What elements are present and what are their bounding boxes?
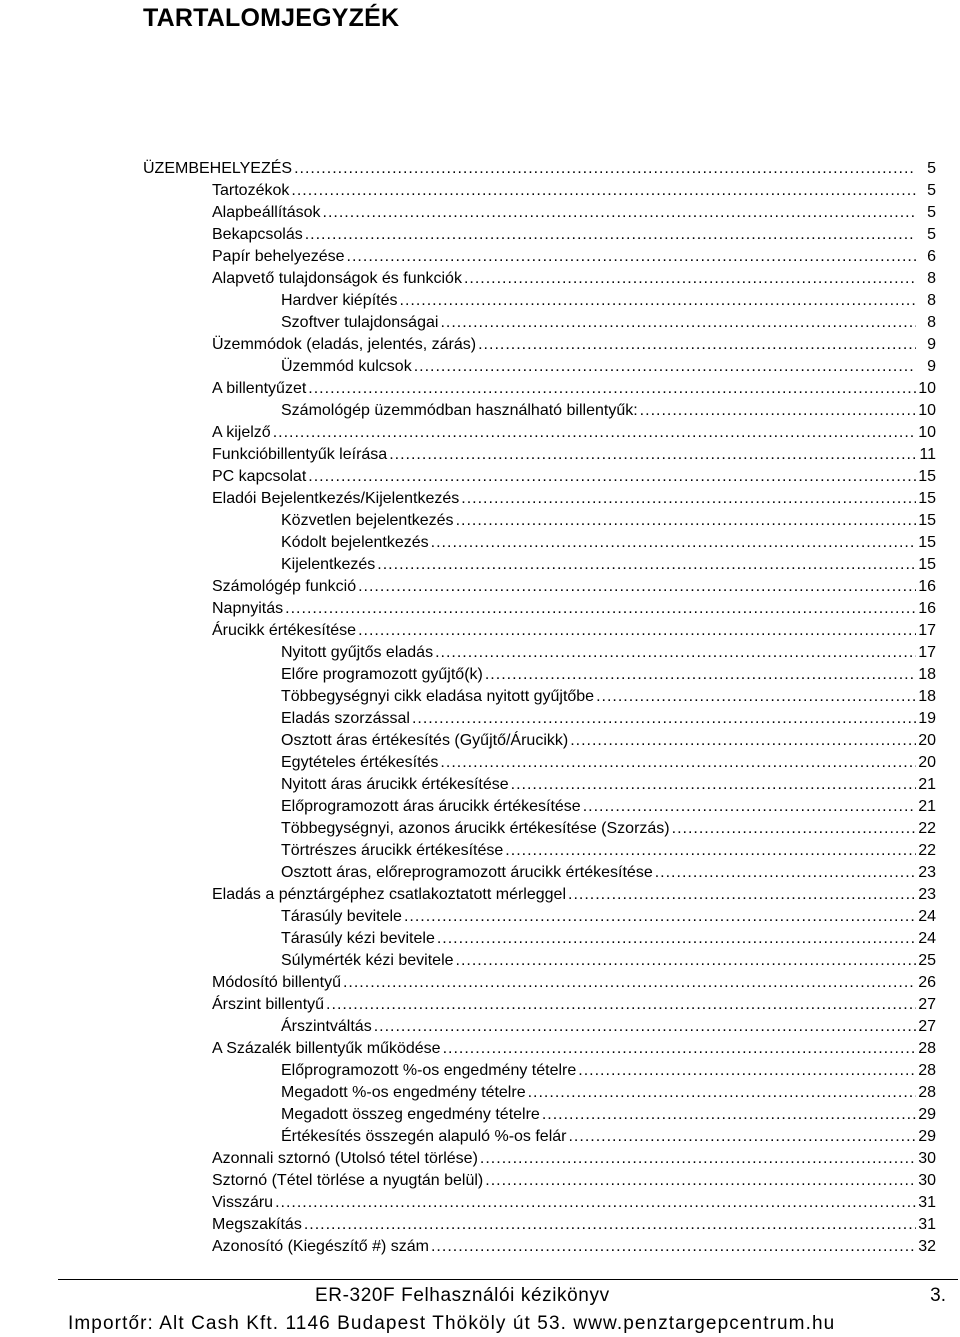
toc-entry-page: 21 [918, 798, 936, 815]
toc-entry[interactable] [281, 510, 936, 532]
toc-dot-leader [291, 180, 916, 202]
toc-entry[interactable] [212, 1170, 936, 1192]
toc-entry-page: 20 [918, 732, 936, 749]
toc-dot-leader [578, 1060, 916, 1082]
toc-entry[interactable] [281, 532, 936, 554]
toc-dot-leader [358, 620, 916, 642]
toc-entry[interactable] [212, 1214, 936, 1236]
toc-entry-title: Közvetlen bejelentkezés [281, 512, 454, 529]
toc-dot-leader [505, 840, 916, 862]
toc-entry-page: 20 [918, 754, 936, 771]
toc-dot-leader [464, 268, 916, 290]
toc-entry-page: 23 [918, 864, 936, 881]
toc-entry-title: Eladás a pénztárgéphez csatlakoztatott mérleggel [212, 886, 566, 903]
toc-dot-leader [440, 312, 916, 334]
toc-dot-leader [326, 994, 916, 1016]
toc-entry-title: A Százalék billentyűk működése [212, 1040, 441, 1057]
toc-dot-leader [400, 290, 917, 312]
toc-entry-page: 6 [927, 248, 936, 265]
toc-entry-page: 28 [918, 1062, 936, 1079]
toc-entry-title: Előprogramozott áras árucikk értékesítése [281, 798, 581, 815]
toc-dot-leader [389, 444, 916, 466]
toc-entry-page: 29 [918, 1128, 936, 1145]
toc-dot-leader [308, 466, 916, 488]
toc-entry[interactable] [281, 928, 936, 950]
toc-entry-title: Többegységnyi cikk eladása nyitott gyűjtőbe [281, 688, 595, 705]
toc-entry-title: Megadott %-os engedmény tételre [281, 1084, 526, 1101]
toc-dot-leader [374, 1016, 916, 1038]
toc-entry[interactable] [281, 312, 936, 334]
toc-dot-leader [542, 1104, 916, 1126]
toc-entry[interactable] [212, 488, 936, 510]
toc-entry[interactable] [212, 1038, 936, 1060]
toc-entry-title: Súlymérték kézi bevitele [281, 952, 454, 969]
toc-entry-page: 16 [918, 600, 936, 617]
toc-dot-leader [583, 796, 916, 818]
toc-dot-leader [485, 664, 916, 686]
toc-entry-title: Árszintváltás [281, 1018, 372, 1035]
toc-dot-leader [528, 1082, 916, 1104]
toc-entry-title: Tárasúly kézi bevitele [281, 930, 435, 947]
toc-entry[interactable] [281, 686, 936, 708]
toc-entry-page: 16 [918, 578, 936, 595]
toc-entry-title: Sztornó (Tétel törlése a nyugtán belül) [212, 1172, 484, 1189]
toc-entry-page: 8 [927, 292, 936, 309]
toc-entry-page: 27 [918, 1018, 936, 1035]
toc-entry-page: 5 [927, 226, 936, 243]
toc-entry[interactable] [212, 202, 936, 224]
toc-entry-page: 24 [918, 908, 936, 925]
toc-entry-page: 8 [927, 314, 936, 331]
toc-entry-page: 10 [918, 380, 936, 397]
toc-entry-title: Megadott összeg engedmény tételre [281, 1106, 540, 1123]
toc-dot-leader [273, 422, 916, 444]
toc-entry-title: Értékesítés összegén alapuló %-os felár [281, 1128, 567, 1145]
toc-dot-leader [672, 818, 916, 840]
toc-entry-page: 21 [918, 776, 936, 793]
toc-entry-title: Nyitott áras árucikk értékesítése [281, 776, 509, 793]
toc-entry-title: Alapvető tulajdonságok és funkciók [212, 270, 462, 287]
toc-entry-page: 24 [918, 930, 936, 947]
toc-dot-leader [435, 642, 916, 664]
toc-entry-page: 22 [918, 842, 936, 859]
toc-entry-title: Azonosító (Kiegészítő #) szám [212, 1238, 429, 1255]
toc-entry-page: 9 [927, 336, 936, 353]
toc-entry-title: Módosító billentyű [212, 974, 341, 991]
toc-entry-page: 31 [918, 1194, 936, 1211]
toc-entry[interactable] [212, 224, 936, 246]
toc-entry[interactable] [281, 290, 936, 312]
toc-dot-leader [343, 972, 916, 994]
toc-entry-title: Bekapcsolás [212, 226, 303, 243]
toc-entry[interactable] [281, 1060, 936, 1082]
toc-entry-title: Megszakítás [212, 1216, 302, 1233]
toc-entry-page: 8 [927, 270, 936, 287]
toc-entry[interactable] [212, 180, 936, 202]
toc-entry-title: Előre programozott gyűjtő(k) [281, 666, 483, 683]
toc-dot-leader [437, 928, 916, 950]
toc-entry[interactable] [212, 334, 936, 356]
toc-entry-page: 15 [918, 556, 936, 573]
toc-entry-title: Osztott áras értékesítés (Gyűjtő/Árucikk) [281, 732, 569, 749]
toc-dot-leader [294, 158, 916, 180]
toc-entry[interactable] [281, 840, 936, 862]
toc-entry-page: 28 [918, 1040, 936, 1057]
toc-dot-leader [480, 1148, 916, 1170]
toc-entry-title: Többegységnyi, azonos árucikk értékesítése (Szorzás) [281, 820, 670, 837]
toc-entry[interactable] [212, 268, 936, 290]
toc-entry-title: Nyitott gyűjtős eladás [281, 644, 434, 661]
toc-dot-leader [305, 224, 916, 246]
toc-entry-title: Napnyitás [212, 600, 284, 617]
toc-entry-title: Egytételes értékesítés [281, 754, 439, 771]
toc-dot-leader [404, 906, 916, 928]
toc-entry-page: 30 [918, 1150, 936, 1167]
toc-entry[interactable] [281, 356, 936, 378]
toc-entry-page: 5 [927, 160, 936, 177]
toc-entry[interactable] [281, 1016, 936, 1038]
toc-entry-page: 18 [918, 688, 936, 705]
toc-entry-title: Üzemmód kulcsok [281, 358, 412, 375]
toc-entry[interactable] [281, 708, 936, 730]
toc-entry-title: Árszint billentyű [212, 996, 325, 1013]
toc-dot-leader [347, 246, 916, 268]
toc-entry-page: 26 [918, 974, 936, 991]
toc-entry[interactable] [212, 444, 936, 466]
toc-dot-leader [323, 202, 916, 224]
toc-dot-leader [358, 576, 916, 598]
toc-entry-page: 9 [927, 358, 936, 375]
toc-entry-page: 10 [918, 402, 936, 419]
toc-entry-title: Előprogramozott %-os engedmény tételre [281, 1062, 577, 1079]
toc-entry[interactable] [281, 818, 936, 840]
toc-entry-title: Tárasúly bevitele [281, 908, 402, 925]
toc-entry-title: Funkcióbillentyűk leírása [212, 446, 388, 463]
toc-entry-page: 18 [918, 666, 936, 683]
toc-dot-leader [431, 1236, 916, 1258]
toc-entry-title: A kijelző [212, 424, 271, 441]
toc-entry[interactable] [212, 994, 936, 1016]
toc-dot-leader [485, 1170, 916, 1192]
toc-entry-title: Kijelentkezés [281, 556, 376, 573]
toc-entry-title: A billentyűzet [212, 380, 307, 397]
toc-dot-leader [456, 950, 916, 972]
toc-entry-page: 32 [918, 1238, 936, 1255]
toc-entry-page: 17 [918, 644, 936, 661]
toc-entry-page: 11 [919, 446, 936, 463]
toc-dot-leader [414, 356, 916, 378]
toc-entry[interactable] [281, 554, 936, 576]
toc-dot-leader [461, 488, 916, 510]
toc-entry[interactable] [212, 378, 936, 400]
toc-entry[interactable] [212, 1192, 936, 1214]
toc-entry-title: Eladói Bejelentkezés/Kijelentkezés [212, 490, 460, 507]
footer-page-number: 3. [930, 1285, 946, 1306]
toc-entry-page: 15 [918, 512, 936, 529]
toc-entry-title: Papír behelyezése [212, 248, 345, 265]
toc-entry[interactable] [281, 752, 936, 774]
toc-entry[interactable] [281, 1104, 936, 1126]
toc-entry-title: Szoftver tulajdonságai [281, 314, 439, 331]
footer-divider [58, 1279, 958, 1280]
toc-dot-leader [377, 554, 916, 576]
toc-entry[interactable] [212, 422, 936, 444]
toc-dot-leader [568, 1126, 916, 1148]
toc-dot-leader [596, 686, 916, 708]
toc-entry[interactable] [143, 158, 936, 180]
toc-dot-leader [412, 708, 916, 730]
toc-entry-page: 28 [918, 1084, 936, 1101]
toc-entry[interactable] [281, 1126, 936, 1148]
toc-entry-page: 19 [918, 710, 936, 727]
toc-entry-page: 30 [918, 1172, 936, 1189]
toc-entry[interactable] [281, 862, 936, 884]
toc-entry[interactable] [281, 950, 936, 972]
toc-entry[interactable] [212, 972, 936, 994]
toc-entry[interactable] [281, 796, 936, 818]
toc-entry[interactable] [281, 400, 936, 422]
toc-entry-title: Kódolt bejelentkezés [281, 534, 429, 551]
footer-importer: Importőr: Alt Cash Kft. 1146 Budapest Thököly út 53. www.penztargepcentrum.hu [68, 1313, 836, 1334]
toc-entry-title: Eladás szorzással [281, 710, 410, 727]
toc-dot-leader [443, 1038, 916, 1060]
toc-entry-page: 25 [918, 952, 936, 969]
footer-manual-title: ER-320F Felhasználói kézikönyv [315, 1285, 610, 1306]
toc-entry[interactable] [212, 598, 936, 620]
toc-entry-title: Számológép üzemmódban használható billentyűk: [281, 402, 638, 419]
toc-entry[interactable] [212, 1236, 936, 1258]
toc-entry[interactable] [281, 730, 936, 752]
toc-entry-page: 27 [918, 996, 936, 1013]
toc-entry[interactable] [281, 774, 936, 796]
toc-entry[interactable] [281, 906, 936, 928]
toc-entry-title: Hardver kiépítés [281, 292, 398, 309]
toc-entry[interactable] [212, 246, 936, 268]
toc-entry-page: 10 [918, 424, 936, 441]
toc-dot-leader [431, 532, 916, 554]
toc-entry-page: 15 [918, 490, 936, 507]
toc-dot-leader [511, 774, 916, 796]
toc-dot-leader [640, 400, 916, 422]
toc-dot-leader [568, 884, 916, 906]
toc-entry[interactable] [212, 576, 936, 598]
toc-entry-title: Osztott áras, előreprogramozott árucikk értékesítése [281, 864, 653, 881]
page-title: TARTALOMJEGYZÉK [143, 4, 400, 32]
toc-dot-leader [308, 378, 916, 400]
toc-entry[interactable] [281, 642, 936, 664]
toc-entry-page: 22 [918, 820, 936, 837]
toc-entry-page: 29 [918, 1106, 936, 1123]
toc-entry-page: 23 [918, 886, 936, 903]
toc-entry-title: Visszáru [212, 1194, 274, 1211]
toc-dot-leader [478, 334, 916, 356]
toc-entry-page: 15 [918, 468, 936, 485]
toc-entry-title: Árucikk értékesítése [212, 622, 357, 639]
toc-entry-title: Tartozékok [212, 182, 290, 199]
toc-entry[interactable] [281, 664, 936, 686]
toc-dot-leader [456, 510, 916, 532]
toc-dot-leader [304, 1214, 916, 1236]
toc-entry-page: 5 [927, 204, 936, 221]
toc-entry-title: Alapbeállítások [212, 204, 321, 221]
toc-entry-title: ÜZEMBEHELYEZÉS [143, 160, 293, 177]
toc-entry-title: Azonnali sztornó (Utolsó tétel törlése) [212, 1150, 478, 1167]
toc-dot-leader [275, 1192, 916, 1214]
toc-entry-page: 17 [918, 622, 936, 639]
toc-entry-title: Törtrészes árucikk értékesítése [281, 842, 504, 859]
toc-entry-page: 5 [927, 182, 936, 199]
toc-dot-leader [285, 598, 916, 620]
toc-entry-page: 31 [918, 1216, 936, 1233]
toc-dot-leader [570, 730, 916, 752]
toc-dot-leader [440, 752, 916, 774]
toc-entry[interactable] [212, 884, 936, 906]
toc-entry-title: Üzemmódok (eladás, jelentés, zárás) [212, 336, 477, 353]
toc-dot-leader [655, 862, 916, 884]
toc-entry-title: PC kapcsolat [212, 468, 307, 485]
toc-entry[interactable] [212, 620, 936, 642]
toc-entry-page: 15 [918, 534, 936, 551]
toc-entry[interactable] [212, 466, 936, 488]
toc-entry[interactable] [212, 1148, 936, 1170]
toc-entry-title: Számológép funkció [212, 578, 357, 595]
toc-entry[interactable] [281, 1082, 936, 1104]
